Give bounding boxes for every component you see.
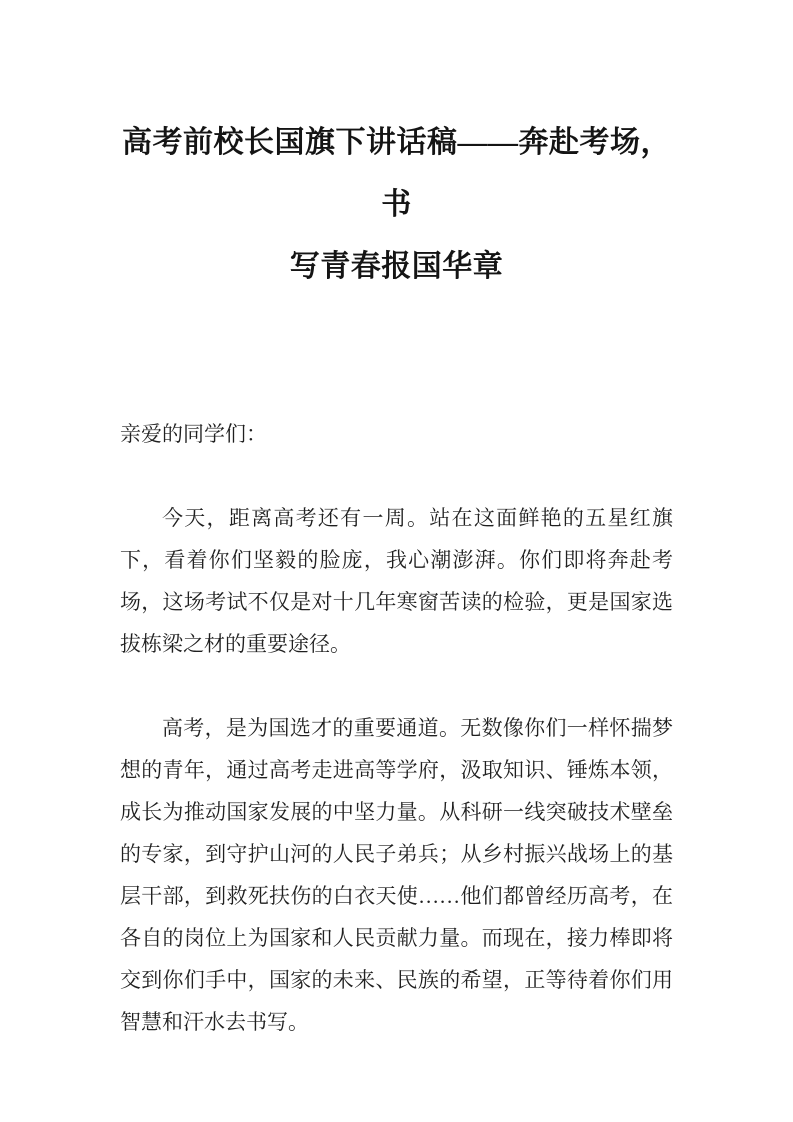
body-paragraph-1: 今天，距离高考还有一周。站在这面鲜艳的五星红旗下，看着你们坚毅的脸庞，我心潮澎湃。你们即将奔赴考场，这场考试不仅是对十几年寒窗苦读的检验，更是国家选拔栋梁之材的重要途径。 (120, 506, 673, 656)
document-title (120, 0, 673, 298)
document-title-line-2: 写青春报国华章 (289, 250, 504, 283)
document-title-line-1: 高考前校长国旗下讲话稿——奔赴考场，书 (122, 126, 671, 221)
salutation-line: 亲爱的同学们： (120, 422, 267, 446)
document-body (120, 413, 673, 1043)
body-paragraph-2: 高考，是为国选才的重要通道。无数像你们一样怀揣梦想的青年，通过高考走进高等学府，汲取知识、锤炼本领，成长为推动国家发展的中坚力量。从科研一线突破技术壁垒的专家，到守护山河的人民子弟兵；从乡村振兴战场上的基层干部，到救死扶伤的白衣天使……他们都曾经历高考，在各自的岗位上为国家和人民贡献力量。而现在，接力棒即将交到你们手中，国家的未来、民族的希望，正等待着你们用智慧和汗水去书写。 (120, 716, 673, 1034)
